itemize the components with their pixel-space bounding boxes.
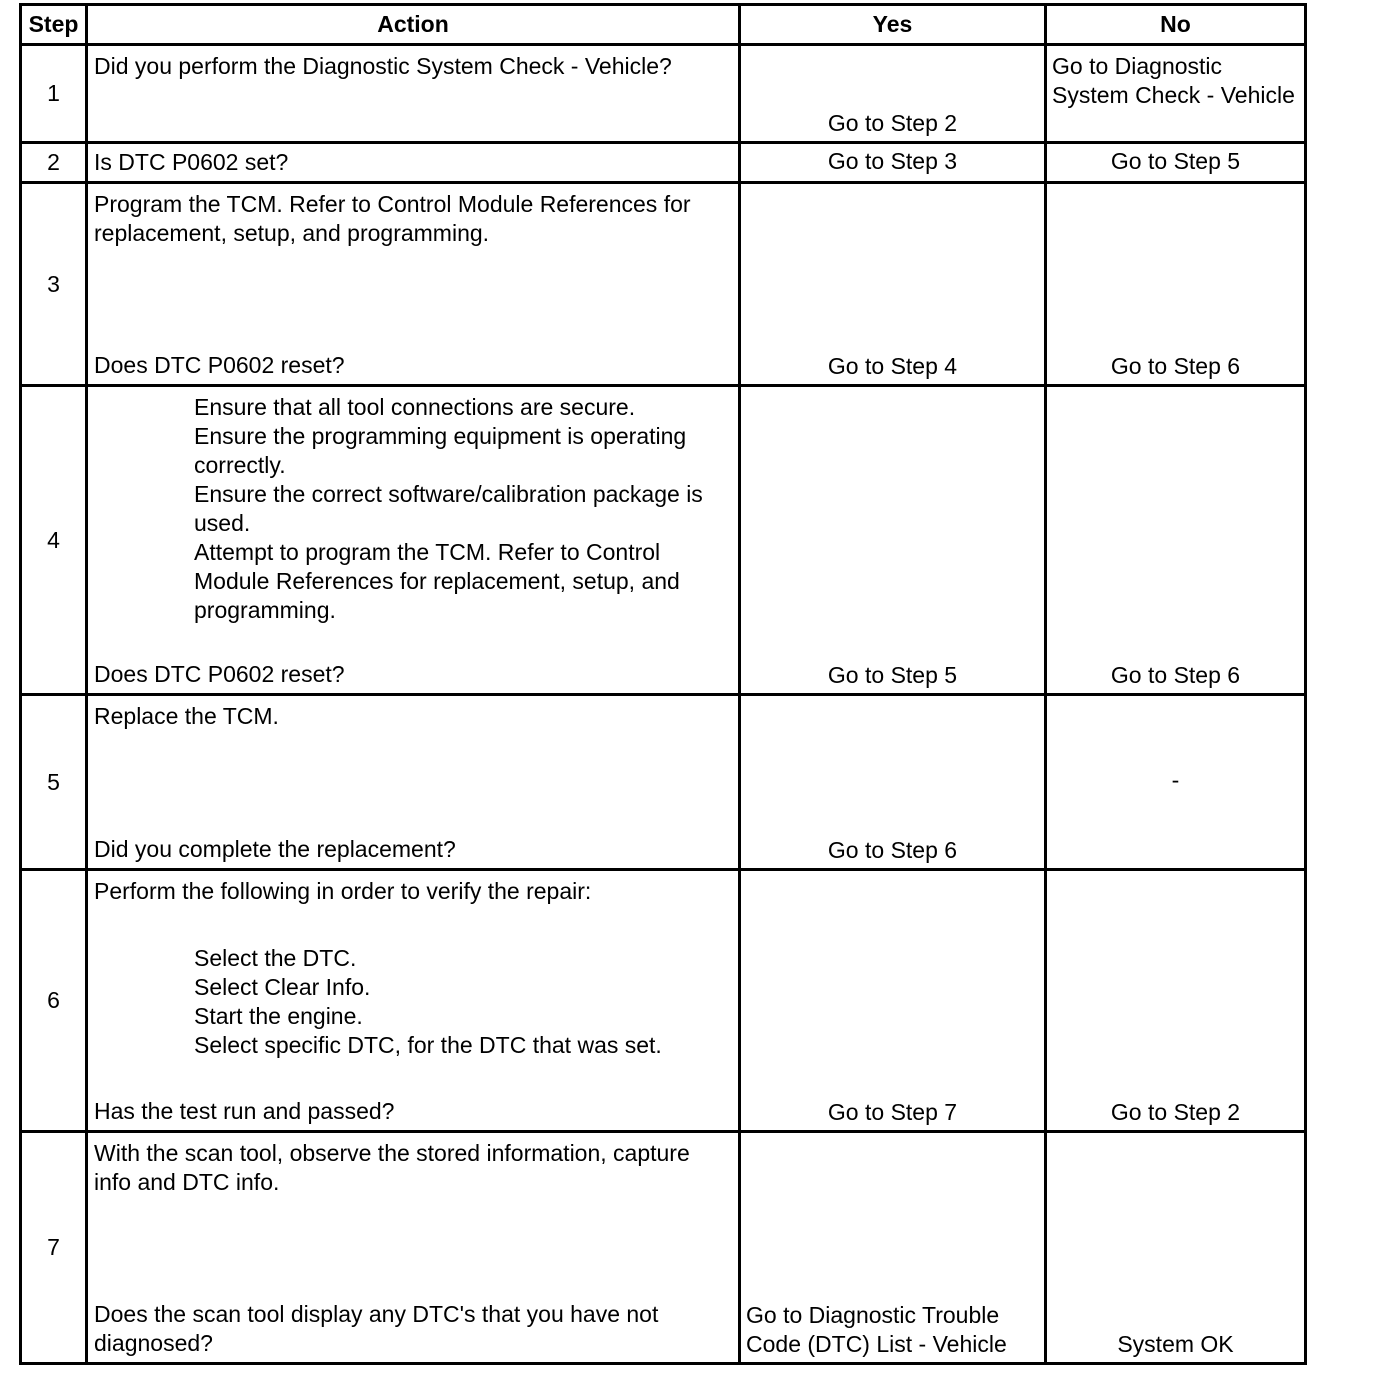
action-text: With the scan tool, observe the stored information, capture info and DTC info. <box>94 1140 690 1195</box>
list-item: Select Clear Info. <box>194 974 371 1000</box>
step-number: 4 <box>21 386 87 695</box>
yes-cell: Go to Step 4 <box>740 183 1046 386</box>
list-item: Ensure the correct software/calibration package is used. <box>194 481 703 536</box>
action-question: Does the scan tool display any DTC's that you have not diagnosed? <box>94 1301 659 1356</box>
header-action: Action <box>87 5 740 45</box>
action-cell <box>87 386 740 695</box>
table-row <box>21 45 1306 143</box>
no-cell: Go to Diagnostic System Check - Vehicle <box>1046 45 1306 143</box>
yes-cell: Go to Step 5 <box>740 386 1046 695</box>
step-number: 5 <box>21 695 87 870</box>
action-list <box>94 944 732 1060</box>
action-cell <box>87 45 740 143</box>
list-item: Select specific DTC, for the DTC that was set. <box>194 1032 662 1058</box>
action-text: Perform the following in order to verify the repair: <box>94 878 592 904</box>
yes-cell: Go to Diagnostic Trouble Code (DTC) List - Vehicle <box>740 1132 1046 1364</box>
yes-cell: Go to Step 2 <box>740 45 1046 143</box>
table-row <box>21 695 1306 870</box>
action-cell <box>87 695 740 870</box>
header-yes: Yes <box>740 5 1046 45</box>
table-row <box>21 143 1306 183</box>
action-question: Did you complete the replacement? <box>94 836 456 862</box>
step-number: 3 <box>21 183 87 386</box>
step-number: 7 <box>21 1132 87 1364</box>
action-list <box>94 393 732 625</box>
header-row <box>21 5 1306 45</box>
action-text: Replace the TCM. <box>94 703 279 729</box>
action-question: Has the test run and passed? <box>94 1098 395 1124</box>
no-cell: Go to Step 6 <box>1046 183 1306 386</box>
yes-cell: Go to Step 6 <box>740 695 1046 870</box>
action-question: Does DTC P0602 reset? <box>94 661 345 687</box>
list-item: Attempt to program the TCM. Refer to Control Module References for replacement, setup, and programming. <box>194 539 680 623</box>
yes-cell: Go to Step 7 <box>740 870 1046 1132</box>
action-cell <box>87 143 740 183</box>
action-text: Did you perform the Diagnostic System Check - Vehicle? <box>94 53 672 79</box>
list-item: Ensure the programming equipment is operating correctly. <box>194 423 687 478</box>
no-cell: - <box>1046 695 1306 870</box>
action-cell <box>87 1132 740 1364</box>
table-row <box>21 1132 1306 1364</box>
table-row <box>21 870 1306 1132</box>
action-text: Program the TCM. Refer to Control Module References for replacement, setup, and programming. <box>94 191 691 246</box>
no-cell: Go to Step 6 <box>1046 386 1306 695</box>
action-cell <box>87 183 740 386</box>
step-number: 2 <box>21 143 87 183</box>
no-cell: System OK <box>1046 1132 1306 1364</box>
yes-cell: Go to Step 3 <box>740 143 1046 183</box>
list-item: Select the DTC. <box>194 945 357 971</box>
table-row <box>21 386 1306 695</box>
diagnostic-table <box>19 3 1307 1365</box>
step-number: 1 <box>21 45 87 143</box>
list-item: Ensure that all tool connections are secure. <box>194 394 636 420</box>
action-question: Does DTC P0602 reset? <box>94 352 345 378</box>
list-item: Start the engine. <box>194 1003 363 1029</box>
step-number: 6 <box>21 870 87 1132</box>
action-text: Is DTC P0602 set? <box>94 149 289 175</box>
no-cell: Go to Step 5 <box>1046 143 1306 183</box>
header-step: Step <box>21 5 87 45</box>
table-row <box>21 183 1306 386</box>
no-cell: Go to Step 2 <box>1046 870 1306 1132</box>
header-no: No <box>1046 5 1306 45</box>
action-cell <box>87 870 740 1132</box>
